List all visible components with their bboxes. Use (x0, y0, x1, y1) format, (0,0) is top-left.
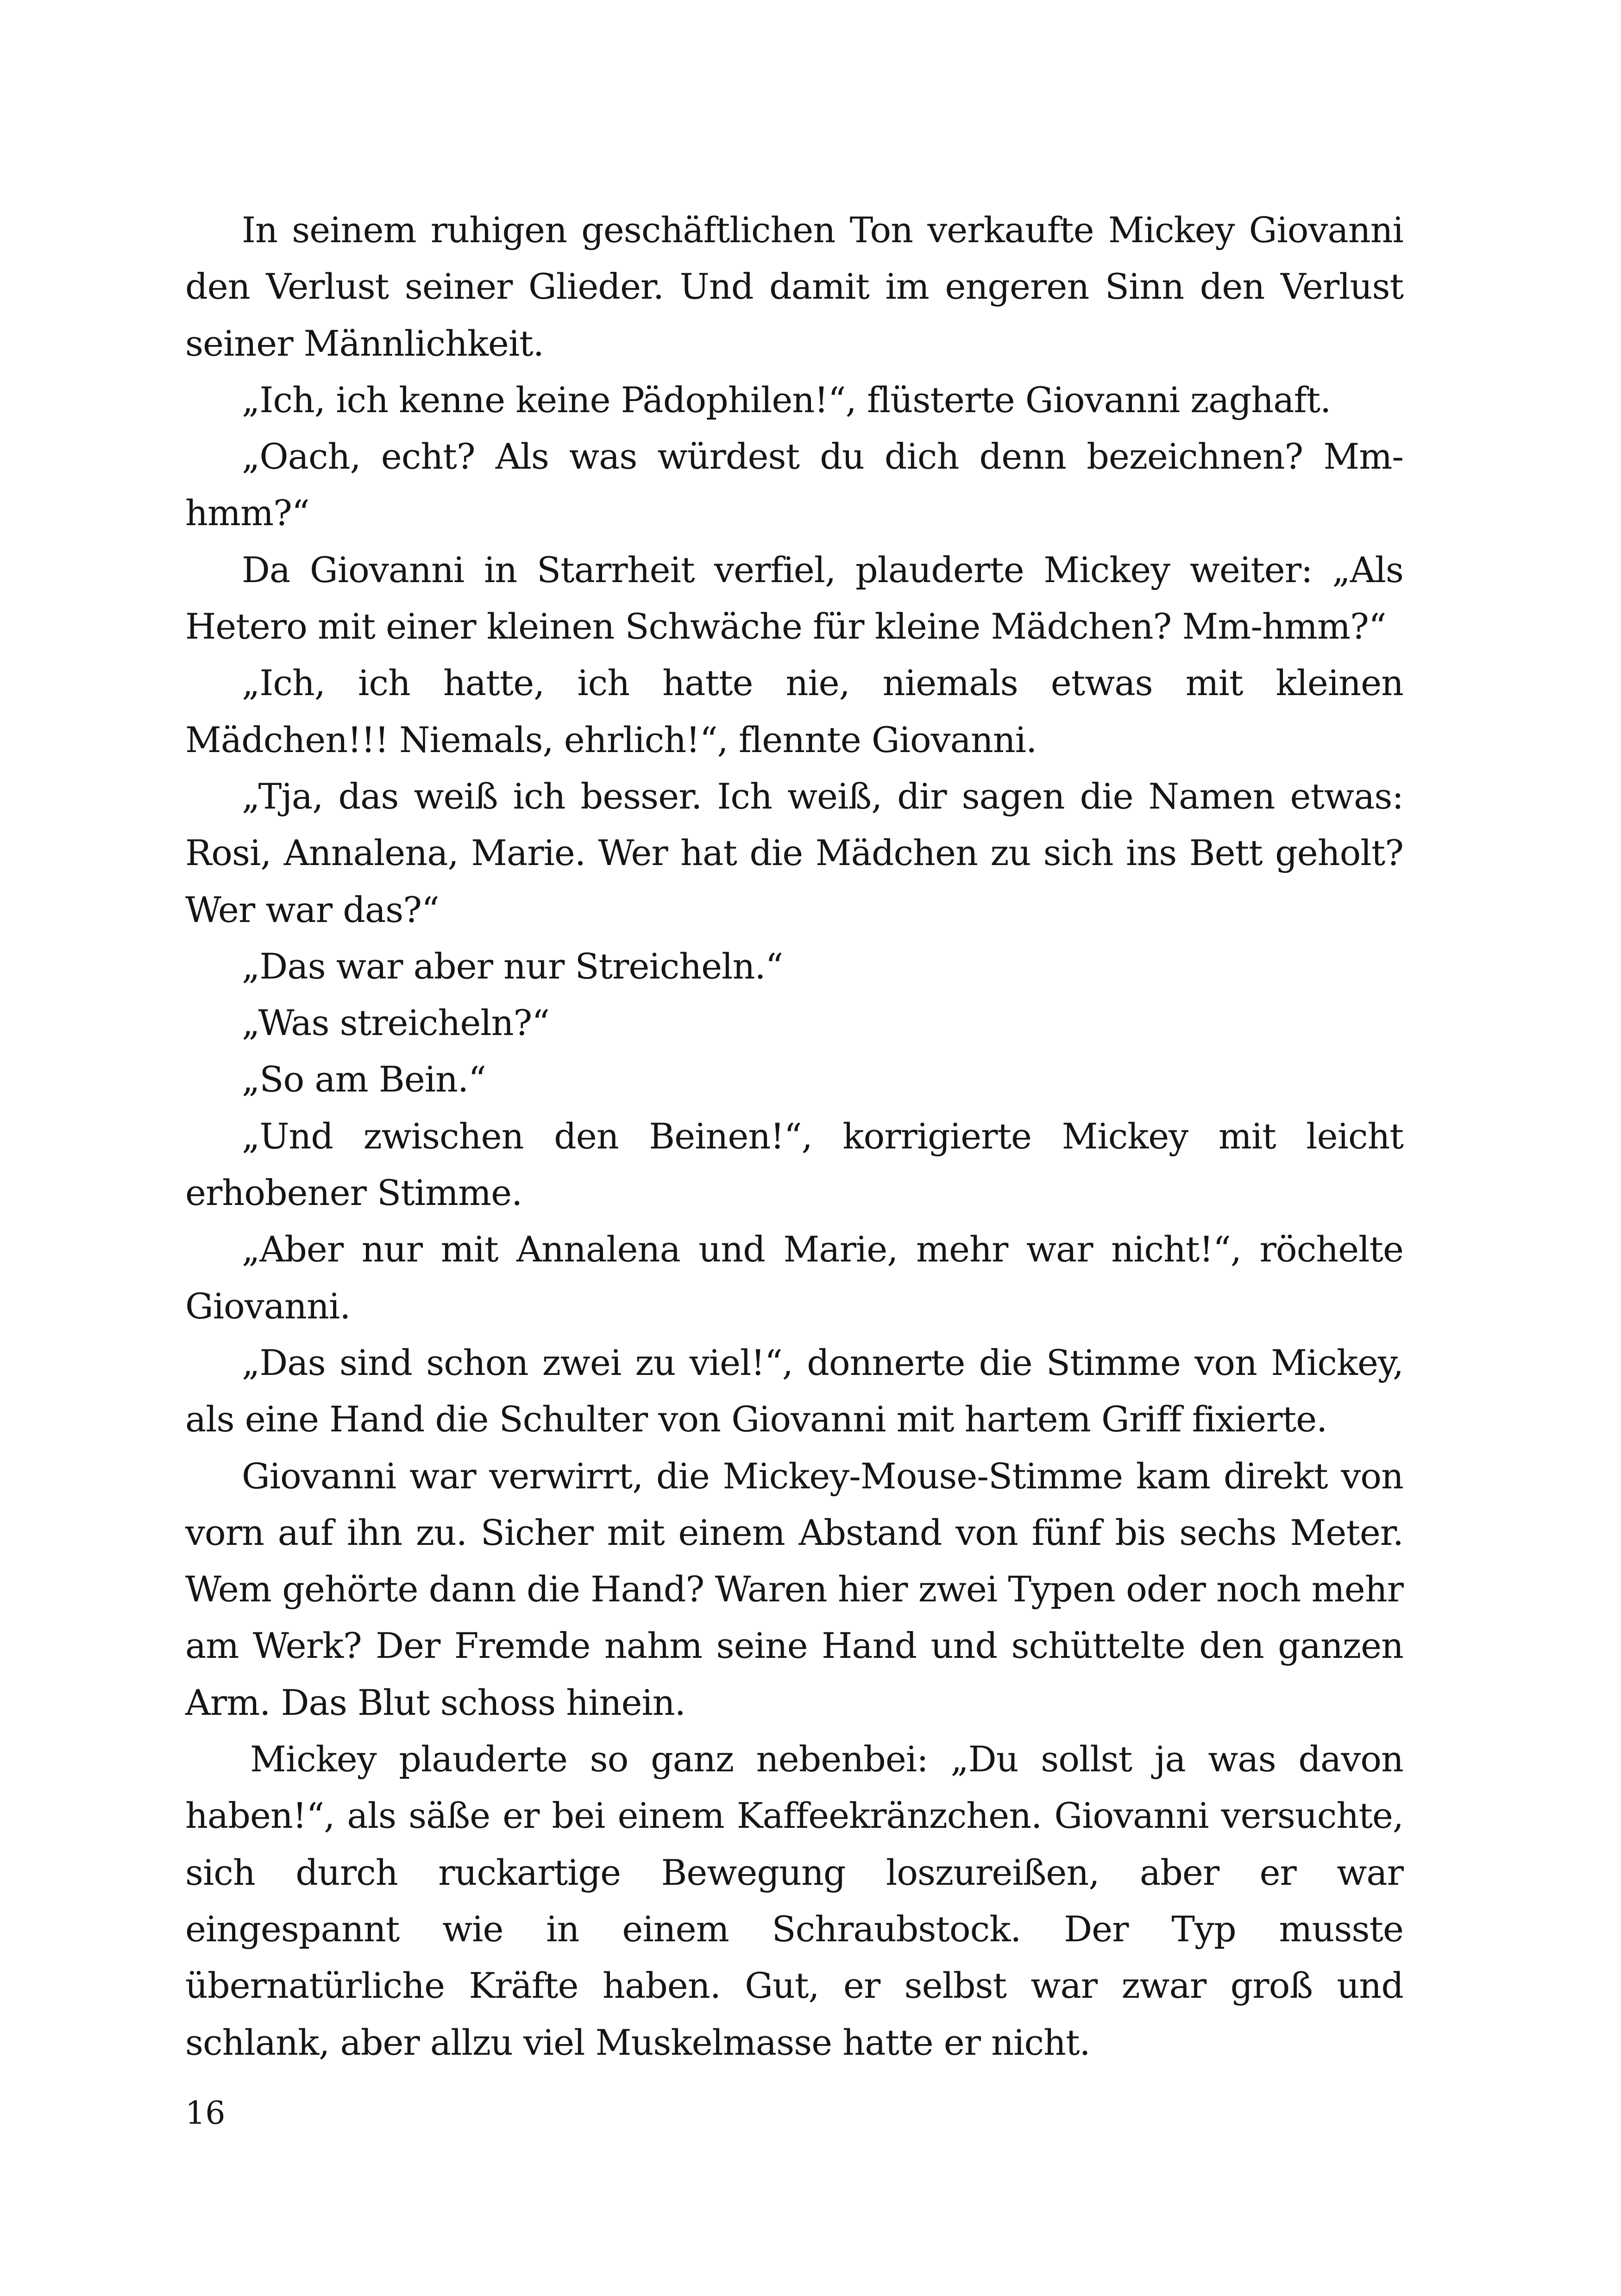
paragraph: Giovanni war verwirrt, die Mickey-Mouse-Stimme kam direkt von vorn auf ihn zu. Sicher mit einem Abstand von fünf bis sechs Meter. Wem gehörte dann die Hand? Waren hier zwei Typen oder noch mehr am Werk? Der Fremde nahm seine Hand und schüttelte den ganzen Arm. Das Blut schoss hinein. (185, 1455, 1403, 1723)
paragraph: „Ich, ich kenne keine Pädophilen!“, flüsterte Giovanni zaghaft. (242, 379, 1331, 420)
paragraph: „Aber nur mit Annalena und Marie, mehr war nicht!“, röchelte Giovanni. (185, 1229, 1403, 1327)
paragraph: „Was streicheln?“ (242, 1002, 550, 1044)
paragraph: „So am Bein.“ (242, 1059, 486, 1100)
paragraph: „Das war aber nur Streicheln.“ (242, 945, 783, 987)
paragraph: „Tja, das weiß ich besser. Ich weiß, dir sagen die Namen etwas: Rosi, Annalena, Marie. Wer hat die Mädchen zu sich ins Bett geholt? Wer war das?“ (185, 775, 1403, 930)
paragraph: Mickey plauderte so ganz nebenbei: „Du sollst ja was davon haben!“, als säße er bei einem Kaffeekränzchen. Giovanni versuchte, sich durch ruckartige Bewegung loszureißen, aber er war eingespannt wie in einem Schraubstock. Der Typ musste übernatürliche Kräfte haben. Gut, er selbst war zwar groß und schlank, aber allzu viel Muskelmasse hatte er nicht. (185, 1738, 1403, 2063)
page-number: 16 (185, 2095, 226, 2132)
paragraph: „Oach, echt? Als was würdest du dich denn bezeichnen? Mm-hmm?“ (185, 436, 1403, 534)
paragraph: „Und zwischen den Beinen!“, korrigierte Mickey mit leicht erhobener Stimme. (185, 1115, 1403, 1214)
paragraph: Da Giovanni in Starrheit verfiel, plauderte Mickey weiter: „Als Hetero mit einer kleinen Schwäche für kleine Mädchen? Mm-hmm?“ (185, 549, 1403, 647)
paragraph: „Das sind schon zwei zu viel!“, donnerte die Stimme von Mickey, als eine Hand die Schulter von Giovanni mit hartem Griff fixierte. (185, 1342, 1403, 1440)
body-text (185, 202, 1403, 2071)
paragraph: „Ich, ich hatte, ich hatte nie, niemals etwas mit kleinen Mädchen!!! Niemals, ehrlich!“, flennte Giovanni. (185, 662, 1403, 760)
paragraph: In seinem ruhigen geschäftlichen Ton verkaufte Mickey Giovanni den Verlust seiner Glieder. Und damit im engeren Sinn den Verlust seiner Männlichkeit. (185, 209, 1403, 364)
